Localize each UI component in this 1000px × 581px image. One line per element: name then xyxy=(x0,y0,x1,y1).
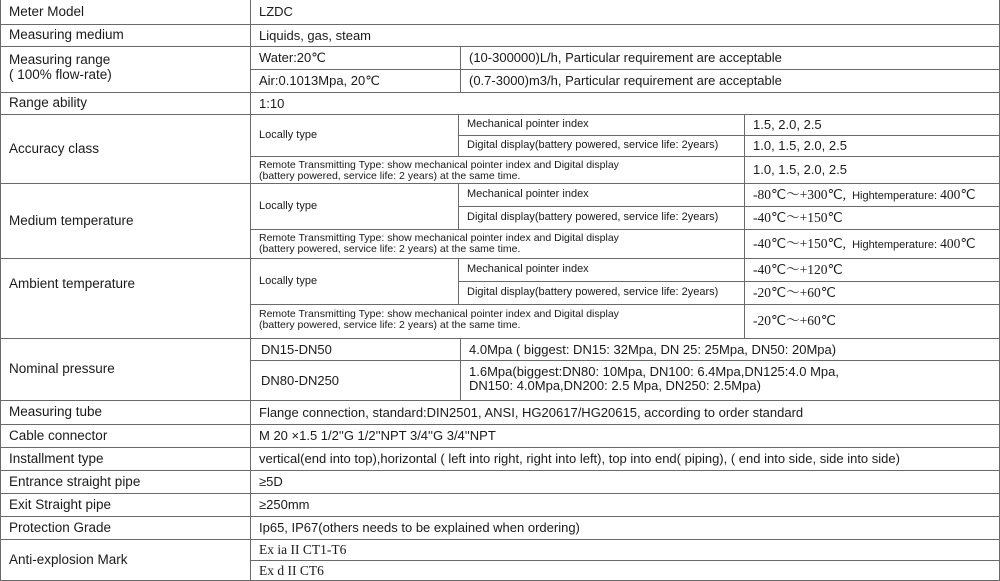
accuracy-remote-value: 1.0, 1.5, 2.0, 2.5 xyxy=(744,156,1000,183)
ambient-temp-remote-value: -20℃～+60℃ xyxy=(744,304,1000,338)
medium-temp-locally-type: Locally type xyxy=(250,183,458,229)
nominal-pressure-dn-large: DN80-DN250 xyxy=(250,360,460,400)
anti-explosion-label: Anti-explosion Mark xyxy=(0,539,250,581)
exit-pipe-value: ≥250mm xyxy=(250,493,1000,516)
water-range: (10-300000)L/h, Particular requirement are acceptable xyxy=(460,46,1000,69)
nominal-pressure-dn-large-line1: 1.6Mpa(biggest:DN80: 10Mpa, DN100: 6.4Mpa,DN125:4.0 Mpa, xyxy=(469,364,839,379)
measuring-medium-value: Liquids, gas, steam xyxy=(250,24,1000,46)
measuring-range-label xyxy=(0,46,250,92)
medium-temp-mechanical-extra xyxy=(852,188,975,203)
measuring-tube-label: Measuring tube xyxy=(0,400,250,424)
nominal-pressure-dn-large-line2: DN150: 4.0Mpa,DN200: 2.5 Mpa, DN250: 2.5Mpa) xyxy=(469,378,761,394)
anti-explosion-value1: Ex ia II CT1-T6 xyxy=(250,539,1000,560)
measuring-range-label-line2: ( 100% flow-rate) xyxy=(9,66,112,82)
accuracy-remote-line1: Remote Transmitting Type: show mechanical pointer index and Digital display xyxy=(259,159,619,171)
accuracy-remote-line2: (battery powered, service life: 2 years) at the same time. xyxy=(259,169,521,182)
ambient-temperature-label: Ambient temperature xyxy=(0,258,250,338)
medium-temp-remote-value xyxy=(744,229,1000,258)
meter-model-value: LZDC xyxy=(250,0,1000,24)
medium-temp-mechanical-range: -80℃～+300℃, xyxy=(753,186,847,202)
nominal-pressure-dn-small: DN15-DN50 xyxy=(250,338,460,360)
installment-type-value: vertical(end into top),horizontal ( left into right, right into left), top into end( piping), ( end into side, side into side) xyxy=(250,447,1000,470)
accuracy-mechanical-value: 1.5, 2.0, 2.5 xyxy=(744,114,1000,135)
exit-pipe-label: Exit Straight pipe xyxy=(0,493,250,516)
medium-temp-remote-high-value: 400℃ xyxy=(940,235,976,251)
protection-grade-label: Protection Grade xyxy=(0,516,250,539)
anti-explosion-value2: Ex d II CT6 xyxy=(250,560,1000,581)
measuring-range-label-line1: Measuring range xyxy=(9,52,111,67)
accuracy-digital-label: Digital display(battery powered, service life: 2years) xyxy=(458,135,744,156)
cable-connector-value: M 20 ×1.5 1/2''G 1/2''NPT 3/4''G 3/4''NPT xyxy=(250,424,1000,447)
nominal-pressure-label: Nominal pressure xyxy=(0,338,250,400)
nominal-pressure-dn-large-value xyxy=(460,360,1000,400)
range-ability-label: Range ability xyxy=(0,92,250,114)
medium-temp-remote-line2: (battery powered, service life: 2 years) at the same time. xyxy=(259,242,521,255)
entrance-pipe-value: ≥5D xyxy=(250,470,1000,493)
cable-connector-label: Cable connector xyxy=(0,424,250,447)
medium-temperature-label: Medium temperature xyxy=(0,183,250,258)
medium-temp-mechanical-value xyxy=(744,183,1000,206)
ambient-temp-remote-line2: (battery powered, service life: 2 years) at the same time. xyxy=(259,318,521,331)
accuracy-digital-value: 1.0, 1.5, 2.0, 2.5 xyxy=(744,135,1000,156)
accuracy-remote-label xyxy=(250,156,744,183)
medium-temp-digital-value: -40℃～+150℃ xyxy=(744,206,1000,229)
ambient-temp-locally-type: Locally type xyxy=(250,258,458,304)
medium-temp-remote-label xyxy=(250,229,744,258)
medium-temp-remote-high-label: Hightemperature: xyxy=(852,238,938,251)
medium-temp-high-label: Hightemperature: xyxy=(852,189,938,202)
meter-model-label: Meter Model xyxy=(0,0,250,24)
entrance-pipe-label: Entrance straight pipe xyxy=(0,470,250,493)
accuracy-mechanical-label: Mechanical pointer index xyxy=(458,114,744,135)
medium-temp-digital-label: Digital display(battery powered, service life: 2years) xyxy=(458,206,744,229)
protection-grade-value: Ip65, IP67(others needs to be explained when ordering) xyxy=(250,516,1000,539)
ambient-temp-mechanical-label: Mechanical pointer index xyxy=(458,258,744,281)
ambient-temp-digital-value: -20℃～+60℃ xyxy=(744,281,1000,304)
medium-temp-remote-extra xyxy=(852,237,975,252)
ambient-temp-remote-line1: Remote Transmitting Type: show mechanical pointer index and Digital display xyxy=(259,308,619,320)
range-ability-value: 1:10 xyxy=(250,92,1000,114)
water-condition: Water:20℃ xyxy=(250,46,460,69)
air-condition: Air:0.1013Mpa, 20℃ xyxy=(250,69,460,92)
medium-temp-remote-range: -40℃～+150℃, xyxy=(753,235,847,251)
medium-temp-mechanical-label: Mechanical pointer index xyxy=(458,183,744,206)
ambient-temp-remote-label xyxy=(250,304,744,338)
measuring-medium-label: Measuring medium xyxy=(0,24,250,46)
ambient-temp-digital-label: Digital display(battery powered, service life: 2years) xyxy=(458,281,744,304)
measuring-tube-value: Flange connection, standard:DIN2501, ANSI, HG20617/HG20615, according to order standard xyxy=(250,400,1000,424)
air-range: (0.7-3000)m3/h, Particular requirement are acceptable xyxy=(460,69,1000,92)
nominal-pressure-dn-small-value: 4.0Mpa ( biggest: DN15: 32Mpa, DN 25: 25Mpa, DN50: 20Mpa) xyxy=(460,338,1000,360)
accuracy-locally-type: Locally type xyxy=(250,114,458,156)
ambient-temp-mechanical-value: -40℃～+120℃ xyxy=(744,258,1000,281)
medium-temp-high-value: 400℃ xyxy=(940,186,976,202)
installment-type-label: Installment type xyxy=(0,447,250,470)
medium-temp-remote-line1: Remote Transmitting Type: show mechanical pointer index and Digital display xyxy=(259,232,619,244)
accuracy-class-label: Accuracy class xyxy=(0,114,250,183)
